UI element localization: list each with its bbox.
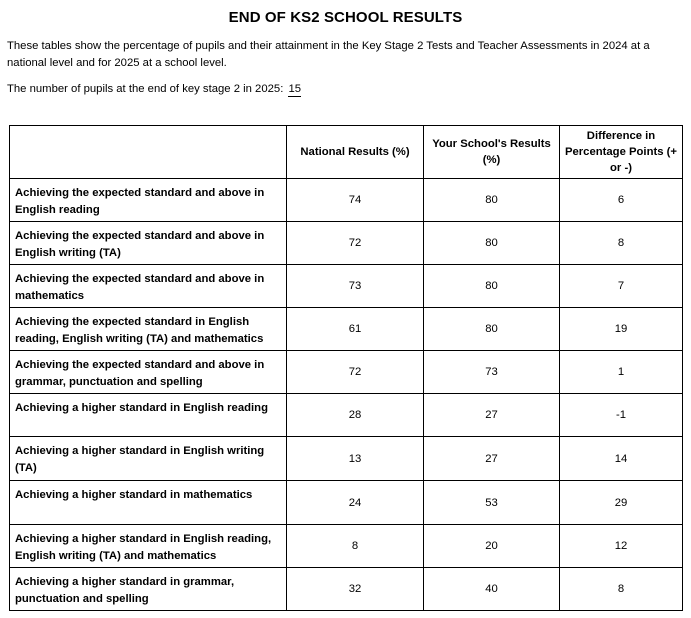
school-value: 27 (424, 394, 560, 437)
school-value: 73 (424, 351, 560, 394)
difference-value: 14 (560, 437, 683, 481)
pupil-count-line (7, 81, 301, 98)
difference-value: 12 (560, 525, 683, 568)
difference-value: 1 (560, 351, 683, 394)
page-title: END OF KS2 SCHOOL RESULTS (228, 9, 463, 26)
header-school-results: Your School's Results (%) (424, 126, 560, 179)
national-value: 24 (287, 481, 424, 525)
table-row (10, 222, 683, 265)
table-row (10, 308, 683, 351)
intro-paragraph: These tables show the percentage of pupils and their attainment in the Key Stage 2 Tests and Teacher Assessments in 2024 at a national level and for 2025 at a school level. (7, 40, 650, 69)
national-value: 74 (287, 179, 424, 222)
row-label: Achieving the expected standard and above in English reading (10, 179, 287, 222)
table-row (10, 265, 683, 308)
school-value: 27 (424, 437, 560, 481)
table-row (10, 437, 683, 481)
row-label: Achieving a higher standard in English reading (10, 394, 287, 437)
header-national-results: National Results (%) (287, 126, 424, 179)
results-table-body (10, 179, 683, 611)
table-row (10, 481, 683, 525)
difference-value: 6 (560, 179, 683, 222)
national-value: 73 (287, 265, 424, 308)
difference-value: 8 (560, 222, 683, 265)
national-value: 32 (287, 568, 424, 611)
results-table (9, 125, 683, 611)
row-label: Achieving a higher standard in English writing (TA) (10, 437, 287, 481)
national-value: 72 (287, 222, 424, 265)
row-label: Achieving a higher standard in grammar, punctuation and spelling (10, 568, 287, 611)
difference-value: 29 (560, 481, 683, 525)
national-value: 61 (287, 308, 424, 351)
table-row (10, 351, 683, 394)
row-label: Achieving the expected standard in English reading, English writing (TA) and mathematics (10, 308, 287, 351)
table-row (10, 394, 683, 437)
national-value: 13 (287, 437, 424, 481)
row-label: Achieving the expected standard and above in mathematics (10, 265, 287, 308)
difference-value: -1 (560, 394, 683, 437)
table-row (10, 568, 683, 611)
row-label: Achieving a higher standard in mathematics (10, 481, 287, 525)
header-blank-cell (10, 126, 287, 179)
school-value: 80 (424, 179, 560, 222)
header-difference: Difference in Percentage Points (+ or -) (560, 126, 683, 179)
national-value: 8 (287, 525, 424, 568)
pupil-count-value: 15 (288, 83, 302, 95)
school-value: 53 (424, 481, 560, 525)
difference-value: 7 (560, 265, 683, 308)
table-header-row (10, 126, 683, 179)
table-row (10, 525, 683, 568)
row-label: Achieving a higher standard in English reading, English writing (TA) and mathematics (10, 525, 287, 568)
row-label: Achieving the expected standard and above in English writing (TA) (10, 222, 287, 265)
national-value: 28 (287, 394, 424, 437)
school-value: 80 (424, 308, 560, 351)
school-value: 80 (424, 265, 560, 308)
row-label: Achieving the expected standard and above in grammar, punctuation and spelling (10, 351, 287, 394)
school-value: 20 (424, 525, 560, 568)
national-value: 72 (287, 351, 424, 394)
pupil-count-label: The number of pupils at the end of key stage 2 in 2025: (7, 83, 284, 95)
difference-value: 19 (560, 308, 683, 351)
school-value: 80 (424, 222, 560, 265)
school-value: 40 (424, 568, 560, 611)
table-row (10, 179, 683, 222)
difference-value: 8 (560, 568, 683, 611)
